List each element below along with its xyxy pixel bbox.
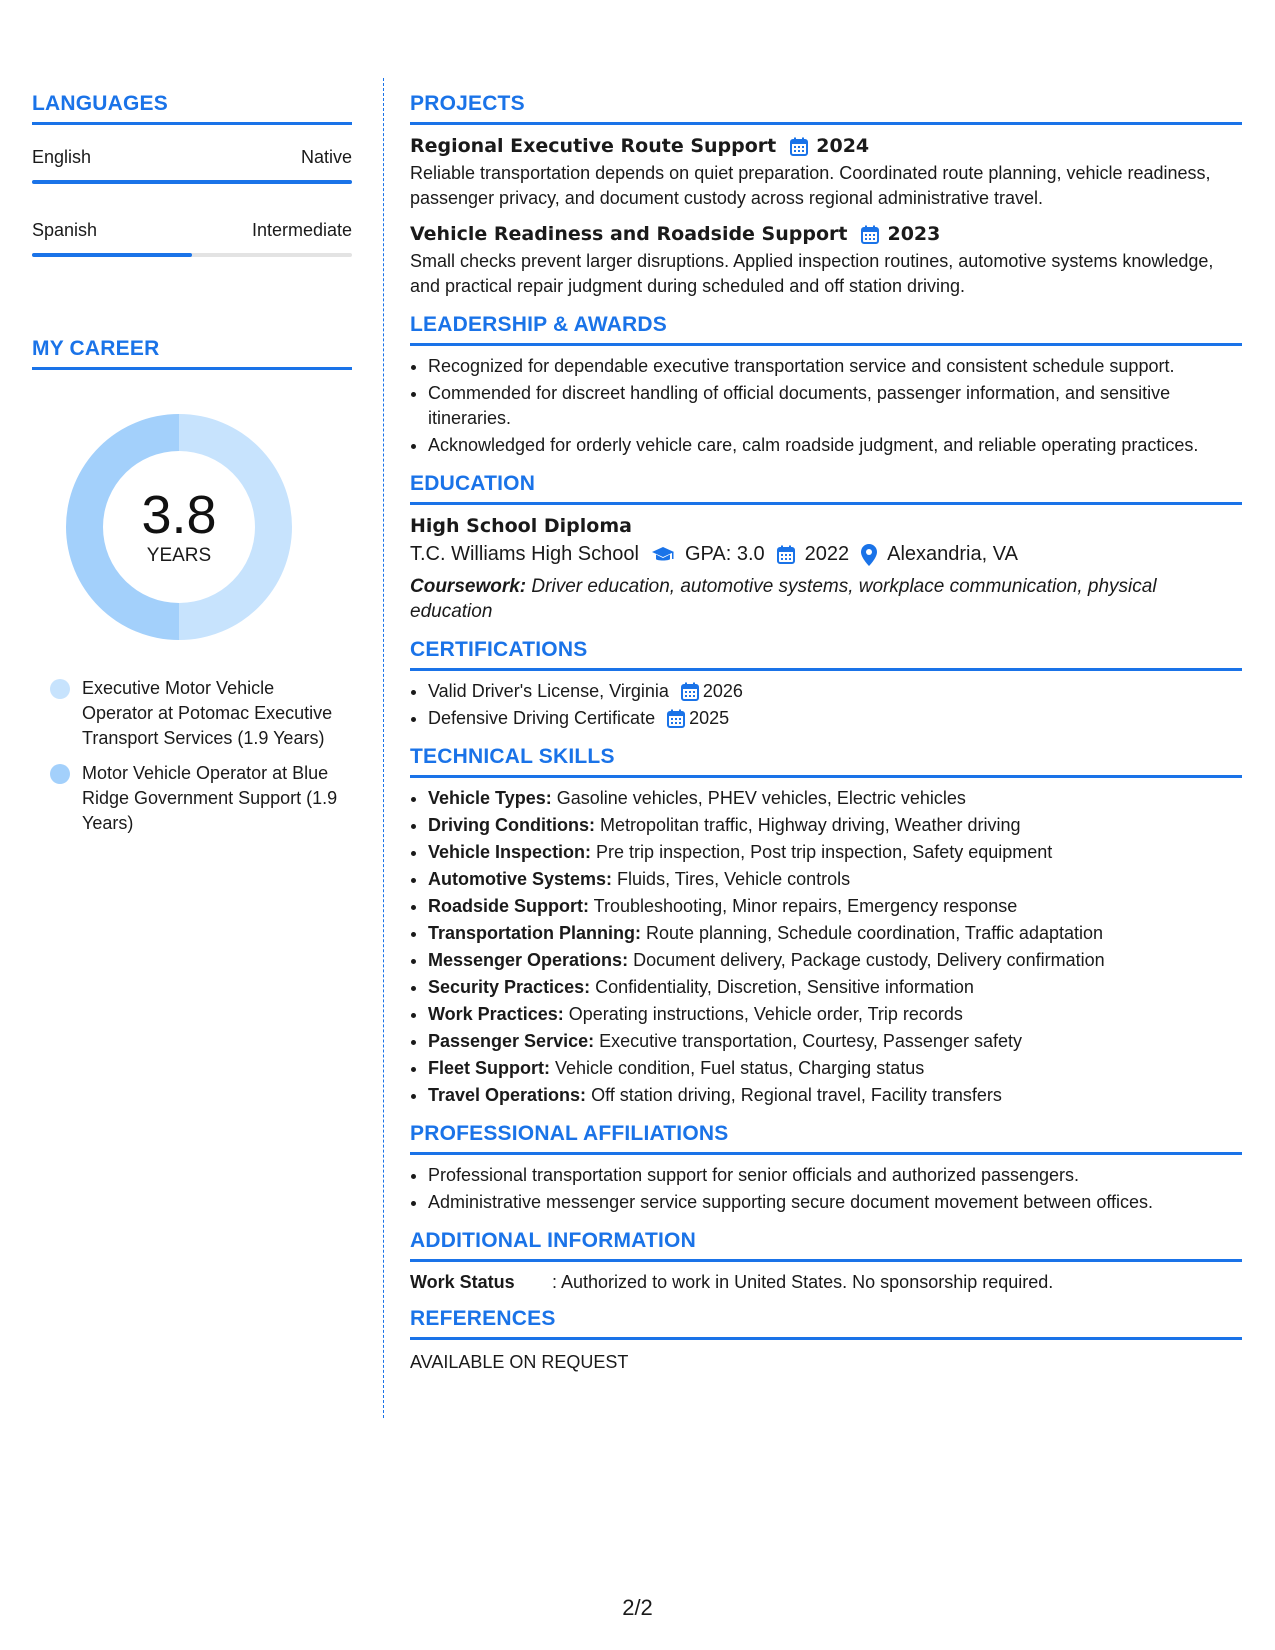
education-gpa: GPA: 3.0 bbox=[684, 543, 765, 565]
projects-heading: PROJECTS bbox=[410, 92, 1242, 125]
references-heading: REFERENCES bbox=[410, 1307, 1242, 1340]
coursework-text: Driver education, automotive systems, workplace communication, physical education bbox=[410, 576, 1157, 622]
coursework-label: Coursework: bbox=[410, 576, 527, 597]
project-name: Vehicle Readiness and Roadside Support bbox=[410, 223, 848, 245]
projects-section bbox=[410, 92, 1242, 299]
project-year: 2024 bbox=[816, 135, 870, 157]
education-location: Alexandria, VA bbox=[887, 543, 1018, 565]
calendar-icon bbox=[861, 225, 879, 244]
skill-item bbox=[428, 840, 1242, 865]
skill-item bbox=[428, 1002, 1242, 1027]
legend-label: Executive Motor Vehicle Operator at Potomac Executive Transport Services (1.9 Years) bbox=[82, 678, 333, 748]
language-name: English bbox=[32, 147, 92, 167]
affiliations-heading: PROFESSIONAL AFFILIATIONS bbox=[410, 1122, 1242, 1155]
leadership-section bbox=[410, 313, 1242, 458]
project-item bbox=[410, 223, 1242, 299]
certification-item bbox=[428, 706, 1242, 731]
skill-label: Automotive Systems: bbox=[428, 869, 613, 889]
certifications-section bbox=[410, 638, 1242, 731]
skill-item bbox=[428, 813, 1242, 838]
skill-label: Travel Operations: bbox=[428, 1085, 587, 1105]
language-name: Spanish bbox=[32, 220, 98, 240]
calendar-icon bbox=[667, 709, 685, 728]
language-level: Native bbox=[300, 147, 352, 167]
calendar-icon bbox=[790, 137, 808, 156]
skill-item bbox=[428, 1029, 1242, 1054]
affiliations-section bbox=[410, 1122, 1242, 1215]
language-proficiency-bar bbox=[32, 253, 352, 257]
leadership-item: • Commended for discreet handling of official documents, passenger information, and sensitive itineraries. bbox=[428, 381, 1242, 431]
career-legend bbox=[50, 676, 340, 836]
skill-label: Vehicle Types: bbox=[428, 788, 552, 808]
skill-item bbox=[428, 1083, 1242, 1108]
skill-item bbox=[428, 894, 1242, 919]
languages-heading: LANGUAGES bbox=[32, 92, 352, 125]
education-year: 2022 bbox=[804, 543, 850, 565]
skill-label: Passenger Service: bbox=[428, 1031, 595, 1051]
skill-item bbox=[428, 921, 1242, 946]
project-description: Reliable transportation depends on quiet preparation. Coordinated route planning, vehicle readiness, passenger privacy, and document custody across regional administrative travel. bbox=[410, 163, 1211, 208]
leadership-heading: LEADERSHIP & AWARDS bbox=[410, 313, 1242, 346]
right-column bbox=[410, 92, 1242, 1387]
skill-label: Messenger Operations: bbox=[428, 950, 629, 970]
skill-value: Operating instructions, Vehicle order, Trip records bbox=[563, 1004, 963, 1024]
project-item bbox=[410, 135, 1242, 211]
skill-item bbox=[428, 867, 1242, 892]
career-legend-item bbox=[50, 676, 340, 751]
location-pin-icon bbox=[861, 544, 877, 566]
certification-name: • Valid Driver's License, Virginia bbox=[428, 681, 669, 701]
skill-value: Gasoline vehicles, PHEV vehicles, Electric vehicles bbox=[551, 788, 966, 808]
skill-value: Metropolitan traffic, Highway driving, Weather driving bbox=[594, 815, 1021, 835]
references-section bbox=[410, 1307, 1242, 1373]
calendar-icon bbox=[681, 682, 699, 701]
language-proficiency-bar bbox=[32, 180, 352, 184]
skill-value: Troubleshooting, Minor repairs, Emergency response bbox=[589, 896, 1018, 916]
skill-label: Fleet Support: bbox=[428, 1058, 550, 1078]
additional-heading: ADDITIONAL INFORMATION bbox=[410, 1229, 1242, 1262]
skill-label: Vehicle Inspection: bbox=[428, 842, 592, 862]
career-total-years: 3.8 bbox=[141, 485, 217, 545]
skill-value: Document delivery, Package custody, Delivery confirmation bbox=[628, 950, 1105, 970]
left-column bbox=[32, 92, 352, 846]
legend-dot bbox=[50, 679, 70, 699]
language-level: Intermediate bbox=[251, 220, 352, 240]
certification-name: • Defensive Driving Certificate bbox=[428, 708, 656, 728]
project-description: Small checks prevent larger disruptions. Applied inspection routines, automotive systems knowledge, and practical repair judgment during scheduled and off station driving. bbox=[410, 251, 1214, 296]
legend-dot bbox=[50, 764, 70, 784]
career-legend-item bbox=[50, 761, 340, 836]
graduation-cap-icon bbox=[651, 545, 675, 565]
skill-value: Fluids, Tires, Vehicle controls bbox=[612, 869, 851, 889]
skill-value: Confidentiality, Discretion, Sensitive information bbox=[590, 977, 974, 997]
skill-label: Transportation Planning: bbox=[428, 923, 642, 943]
skills-section bbox=[410, 745, 1242, 1108]
certification-item bbox=[428, 679, 1242, 704]
skill-value: Executive transportation, Courtesy, Passenger safety bbox=[594, 1031, 1022, 1051]
skill-item bbox=[428, 948, 1242, 973]
skill-value: Route planning, Schedule coordination, Traffic adaptation bbox=[641, 923, 1104, 943]
certification-year: 2025 bbox=[689, 708, 730, 728]
project-name: Regional Executive Route Support bbox=[410, 135, 777, 157]
work-status-value: : Authorized to work in United States. No sponsorship required. bbox=[552, 1272, 1054, 1292]
certification-year: 2026 bbox=[702, 681, 743, 701]
education-coursework bbox=[410, 574, 1242, 624]
leadership-item: • Recognized for dependable executive transportation service and consistent schedule support. bbox=[428, 354, 1242, 379]
work-status-label: Work Status bbox=[410, 1272, 515, 1292]
legend-label: Motor Vehicle Operator at Blue Ridge Government Support (1.9 Years) bbox=[82, 763, 338, 833]
education-degree: High School Diploma bbox=[410, 515, 632, 537]
calendar-icon bbox=[777, 545, 795, 564]
skill-label: Work Practices: bbox=[428, 1004, 564, 1024]
skill-value: Pre trip inspection, Post trip inspection, Safety equipment bbox=[591, 842, 1053, 862]
skill-label: Security Practices: bbox=[428, 977, 591, 997]
affiliation-item: • Administrative messenger service supporting secure document movement between offices. bbox=[428, 1190, 1242, 1215]
page-number: 2/2 bbox=[622, 1595, 653, 1620]
leadership-item: • Acknowledged for orderly vehicle care, calm roadside judgment, and reliable operating practices. bbox=[428, 433, 1242, 458]
career-years-unit: YEARS bbox=[146, 545, 212, 566]
education-school: T.C. Williams High School bbox=[410, 543, 639, 565]
skill-value: Vehicle condition, Fuel status, Charging status bbox=[550, 1058, 925, 1078]
education-heading: EDUCATION bbox=[410, 472, 1242, 505]
references-text: AVAILABLE ON REQUEST bbox=[410, 1352, 629, 1372]
career-heading: MY CAREER bbox=[32, 337, 352, 370]
skill-value: Off station driving, Regional travel, Facility transfers bbox=[586, 1085, 1002, 1105]
language-spanish bbox=[32, 220, 352, 257]
affiliation-item: • Professional transportation support for senior officials and authorized passengers. bbox=[428, 1163, 1242, 1188]
language-english bbox=[32, 147, 352, 184]
certifications-heading: CERTIFICATIONS bbox=[410, 638, 1242, 671]
skill-item bbox=[428, 1056, 1242, 1081]
skill-label: Roadside Support: bbox=[428, 896, 589, 916]
career-donut-chart bbox=[66, 414, 292, 640]
career-section bbox=[32, 337, 352, 836]
additional-section bbox=[410, 1229, 1242, 1293]
skill-item bbox=[428, 975, 1242, 1000]
skill-label: Driving Conditions: bbox=[428, 815, 595, 835]
column-divider bbox=[383, 78, 384, 1418]
education-section bbox=[410, 472, 1242, 624]
skill-item bbox=[428, 786, 1242, 811]
project-year: 2023 bbox=[887, 223, 941, 245]
skills-heading: TECHNICAL SKILLS bbox=[410, 745, 1242, 778]
